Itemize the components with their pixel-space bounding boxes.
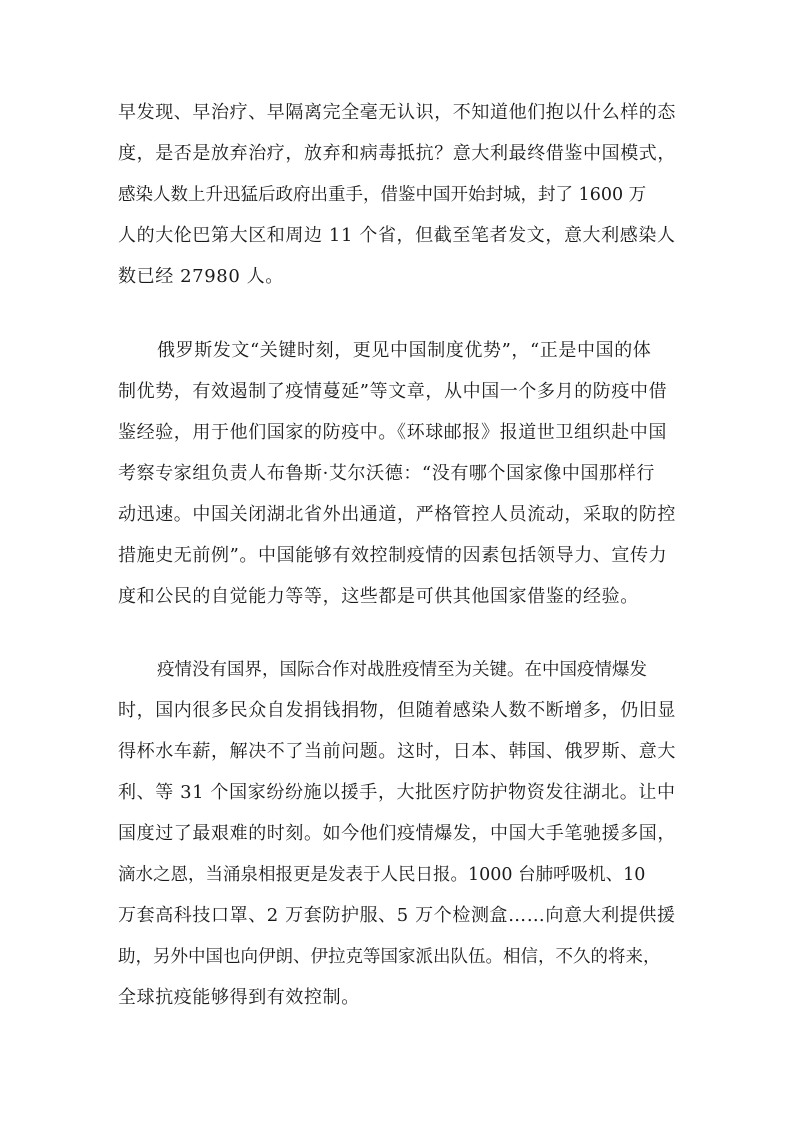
paragraph-2-line-4: 考察专家组负责人布鲁斯·艾尔沃德：“没有哪个国家像中国那样行 [118,463,655,484]
paragraph-2-line-6: 措施史无前例”。中国能够有效控制疫情的因素包括领导力、宣传力 [118,545,668,566]
paragraph-3-line-4: 利、等 31 个国家纷纷施以援手，大批医疗防护物资发往湖北。让中 [118,782,676,803]
paragraph-1-line-4: 人的大伦巴第大区和周边 11 个省，但截至笔者发文，意大利感染人 [118,225,676,246]
paragraph-3-line-9: 全球抗疫能够得到有效控制。 [118,987,360,1008]
paragraph-2-line-2: 制优势，有效遏制了疫情蔓延”等文章，从中国一个多月的防疫中借 [118,381,668,402]
paragraph-3-line-3: 得杯水车薪，解决不了当前问题。这时，日本、韩国、俄罗斯、意大 [118,741,676,762]
paragraph-1-line-1: 早发现、早治疗、早隔离完全毫无认识，不知道他们抱以什么样的态 [118,102,676,123]
paragraph-2-line-1: 俄罗斯发文“关键时刻，更见中国制度优势”，“正是中国的体 [157,340,652,361]
paragraph-1-line-5: 数已经 27980 人。 [118,266,284,287]
paragraph-1-line-3: 感染人数上升迅猛后政府出重手，借鉴中国开始封城，封了 1600 万 [118,185,647,205]
paragraph-3-line-5: 国度过了最艰难的时刻。如今他们疫情爆发，中国大手笔驰援多国， [118,823,676,844]
paragraph-3-line-2: 时，国内很多民众自发捐钱捐物，但随着感染人数不断增多，仍旧显 [118,700,676,721]
paragraph-3-line-7: 万套高科技口罩、2 万套防护服、5 万个检测盒……向意大利提供援 [118,905,676,926]
paragraph-3-line-8: 助，另外中国也向伊朗、伊拉克等国家派出队伍。相信，不久的将来， [118,947,661,967]
paragraph-2-line-7: 度和公民的自觉能力等等，这些都是可供其他国家借鉴的经验。 [118,586,639,607]
paragraph-3-line-6: 滴水之恩，当涌泉相报更是发表于人民日报。1000 台肺呼吸机、10 [118,865,646,885]
paragraph-2-line-3: 鉴经验，用于他们国家的防疫中。《环球邮报》报道世卫组织赴中国 [118,422,667,443]
paragraph-1-line-2: 度，是否是放弃治疗，放弃和病毒抵抗？意大利最终借鉴中国模式， [118,143,676,164]
paragraph-2-line-5: 动迅速。中国关闭湖北省外出通道，严格管控人员流动，采取的防控 [118,504,676,525]
paragraph-3-line-1: 疫情没有国界，国际合作对战胜疫情至为关键。在中国疫情爆发 [157,660,647,680]
